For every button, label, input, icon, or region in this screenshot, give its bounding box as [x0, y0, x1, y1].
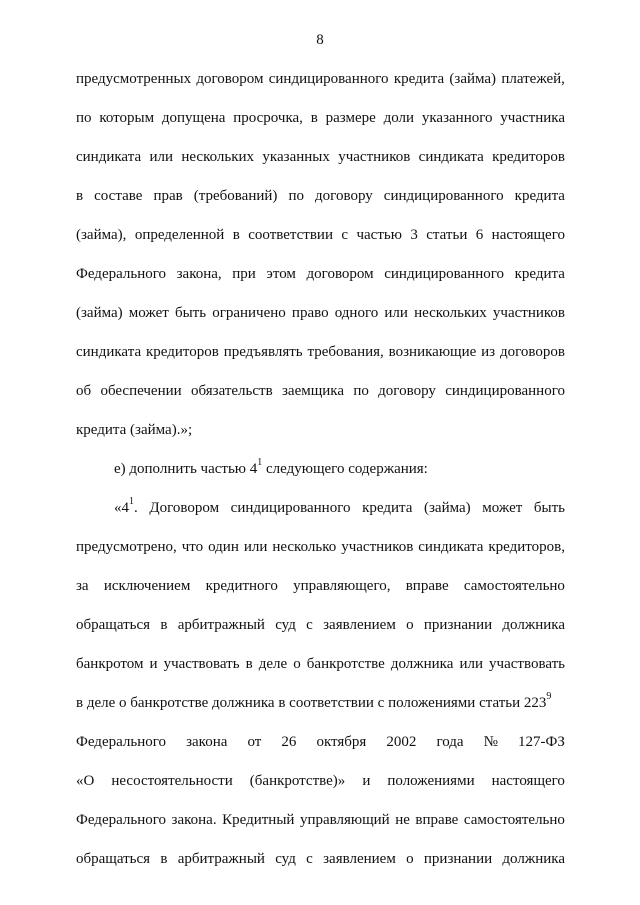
- word: (займа): [449, 71, 497, 87]
- word: в: [310, 110, 318, 126]
- word: или: [384, 305, 408, 321]
- word: Федерального: [76, 266, 167, 282]
- word: об: [76, 383, 92, 399]
- word: несколько: [272, 539, 337, 555]
- word: или: [459, 656, 483, 672]
- text-line: [76, 615, 565, 635]
- word: управляющего,: [293, 578, 391, 594]
- text-line: [76, 303, 565, 323]
- word: не: [395, 812, 410, 828]
- text-line-223: [76, 693, 565, 713]
- word: обращаться: [76, 617, 151, 633]
- text-line: [76, 186, 565, 206]
- word: составе: [94, 188, 143, 204]
- word: при: [232, 266, 256, 282]
- word: просрочка,: [233, 110, 303, 126]
- text-line: [76, 576, 565, 596]
- word: с: [306, 617, 313, 633]
- word: о: [406, 617, 414, 633]
- word: арбитражный: [177, 617, 265, 633]
- word: участвовать: [489, 656, 565, 672]
- word: закона.: [171, 812, 217, 828]
- word: вправе: [405, 578, 449, 594]
- word: заявлением: [323, 617, 396, 633]
- word: синдицированного: [384, 266, 505, 282]
- text-line: [76, 810, 565, 830]
- word: управляющий: [299, 812, 390, 828]
- word: с: [341, 227, 349, 243]
- word: соответствии: [248, 227, 333, 243]
- word: должника: [390, 656, 454, 672]
- word: Федерального: [76, 812, 167, 828]
- word: синдиката: [76, 344, 142, 360]
- word: (займа): [424, 500, 471, 516]
- word: возникающие: [388, 344, 477, 360]
- text-line: кредита (займа).»;: [76, 422, 193, 438]
- word: участвовать: [163, 656, 240, 672]
- word: о: [406, 851, 414, 867]
- word: в: [160, 617, 168, 633]
- word: кредита: [393, 71, 445, 87]
- word: банкротстве: [306, 656, 385, 672]
- word: в: [245, 656, 253, 672]
- text-line: [76, 849, 565, 869]
- word: положениями: [387, 773, 475, 789]
- word: предъявлять: [223, 344, 303, 360]
- word: синдицированного: [268, 71, 389, 87]
- word: синдицированного: [445, 383, 565, 399]
- word: по: [353, 383, 369, 399]
- word: может: [482, 500, 523, 516]
- word: (займа): [76, 305, 123, 321]
- word: за: [76, 578, 89, 594]
- word: указанного: [421, 110, 493, 126]
- item-e-after: следующего содержания:: [262, 461, 428, 477]
- word: октября: [316, 734, 367, 750]
- word: договору: [315, 188, 373, 204]
- word: частью: [356, 227, 402, 243]
- word: должника: [502, 617, 565, 633]
- word: самостоятельно: [463, 578, 565, 594]
- word: исключением: [103, 578, 191, 594]
- word: быть: [174, 305, 207, 321]
- word: в: [160, 851, 168, 867]
- word: или: [149, 149, 174, 165]
- word: нескольких: [181, 149, 255, 165]
- word: (банкротстве)»: [249, 773, 346, 789]
- word: арбитражный: [177, 851, 265, 867]
- word: и: [149, 656, 158, 672]
- word: договором: [306, 266, 374, 282]
- word: признании: [423, 851, 493, 867]
- word: 127-ФЗ: [518, 734, 565, 750]
- word: по: [288, 188, 304, 204]
- word: обязательств: [190, 383, 273, 399]
- word: синдиката: [418, 149, 484, 165]
- word: с: [306, 851, 313, 867]
- word: ограничено: [212, 305, 286, 321]
- word: платежей,: [501, 71, 565, 87]
- line-223-text: в деле о банкротстве должника в соответствии с положениями статьи 223: [76, 695, 547, 711]
- word: которым: [99, 110, 155, 126]
- word: 6: [475, 227, 484, 243]
- word: может: [128, 305, 169, 321]
- word: по: [76, 110, 92, 126]
- word: несостоятельности: [111, 773, 233, 789]
- word: определенной: [134, 227, 225, 243]
- text-line: [76, 342, 565, 362]
- text-line: [76, 537, 565, 557]
- word: этом: [266, 266, 296, 282]
- word: участников: [338, 149, 411, 165]
- word: от: [247, 734, 262, 750]
- page-number: 8: [316, 32, 324, 48]
- word: года: [436, 734, 464, 750]
- word: одного: [334, 305, 379, 321]
- word: указанных: [262, 149, 330, 165]
- word: размере: [325, 110, 376, 126]
- word: требования,: [307, 344, 384, 360]
- word: участника: [500, 110, 565, 126]
- text-line: [76, 732, 565, 752]
- word: или: [243, 539, 268, 555]
- word: обеспечении: [100, 383, 182, 399]
- word: синдицированного: [383, 188, 504, 204]
- text-line: [76, 381, 565, 401]
- word: один: [208, 539, 239, 555]
- word: 3: [410, 227, 418, 243]
- word: настоящего: [491, 773, 565, 789]
- word: суд: [275, 851, 296, 867]
- word: вправе: [415, 812, 459, 828]
- word: договором: [196, 71, 264, 87]
- item-e-sup: 1: [257, 457, 263, 468]
- word: кредиторов,: [488, 539, 565, 555]
- word: что: [181, 539, 204, 555]
- word: Федерального: [76, 734, 167, 750]
- word: доли: [383, 110, 415, 126]
- word: и: [362, 773, 371, 789]
- word: договоров: [499, 344, 565, 360]
- word: о: [293, 656, 301, 672]
- word: (займа),: [76, 227, 127, 243]
- word: участников: [492, 305, 565, 321]
- word: 2002: [386, 734, 417, 750]
- word: кредита: [362, 500, 413, 516]
- word: Кредитный: [222, 812, 295, 828]
- item-e-before: е) дополнить частью 4: [114, 461, 258, 477]
- item-e-line: [114, 459, 565, 479]
- quote-before: «$4^1$.: [114, 496, 138, 516]
- word: кредита: [514, 188, 565, 204]
- word: заявлением: [323, 851, 396, 867]
- word: кредита: [514, 266, 565, 282]
- word: договору: [378, 383, 436, 399]
- word: банкротом: [76, 656, 144, 672]
- word: кредиторов: [145, 344, 219, 360]
- word: обращаться: [76, 851, 151, 867]
- word: 26: [281, 734, 297, 750]
- word: нескольких: [414, 305, 487, 321]
- word: предусмотрено,: [76, 539, 177, 555]
- word: прав: [153, 188, 183, 204]
- word: настоящего: [491, 227, 565, 243]
- text-line: [76, 147, 565, 167]
- text-line: [76, 771, 565, 791]
- text-line: [76, 69, 565, 89]
- word: статьи: [426, 227, 468, 243]
- word: быть: [533, 500, 565, 516]
- word: должника: [502, 851, 565, 867]
- word: «О: [76, 773, 95, 789]
- word: синдиката: [76, 149, 142, 165]
- word: деле: [258, 656, 288, 672]
- word: право: [291, 305, 329, 321]
- text-line: [76, 654, 565, 674]
- word: Договором: [149, 500, 220, 516]
- word: суд: [275, 617, 296, 633]
- word: закона: [186, 734, 228, 750]
- word: предусмотренных: [76, 71, 192, 87]
- word: в: [232, 227, 240, 243]
- word: (требований): [193, 188, 278, 204]
- word: допущена: [161, 110, 226, 126]
- word: кредиторов: [492, 149, 565, 165]
- word: синдиката: [418, 539, 484, 555]
- word: заемщика: [281, 383, 345, 399]
- word: участников: [341, 539, 414, 555]
- word: №: [483, 734, 498, 750]
- text-line: [76, 225, 565, 245]
- text-line: [76, 264, 565, 284]
- word: в: [76, 188, 84, 204]
- line-223-sup: 9: [546, 691, 552, 702]
- text-line: [76, 108, 565, 128]
- word: кредитного: [205, 578, 278, 594]
- word: из: [481, 344, 496, 360]
- quote-first-line: [114, 498, 565, 518]
- word: самостоятельно: [463, 812, 565, 828]
- word: признании: [423, 617, 493, 633]
- quote-sup: 1: [129, 496, 134, 507]
- word: закона,: [176, 266, 222, 282]
- word: синдицированного: [230, 500, 351, 516]
